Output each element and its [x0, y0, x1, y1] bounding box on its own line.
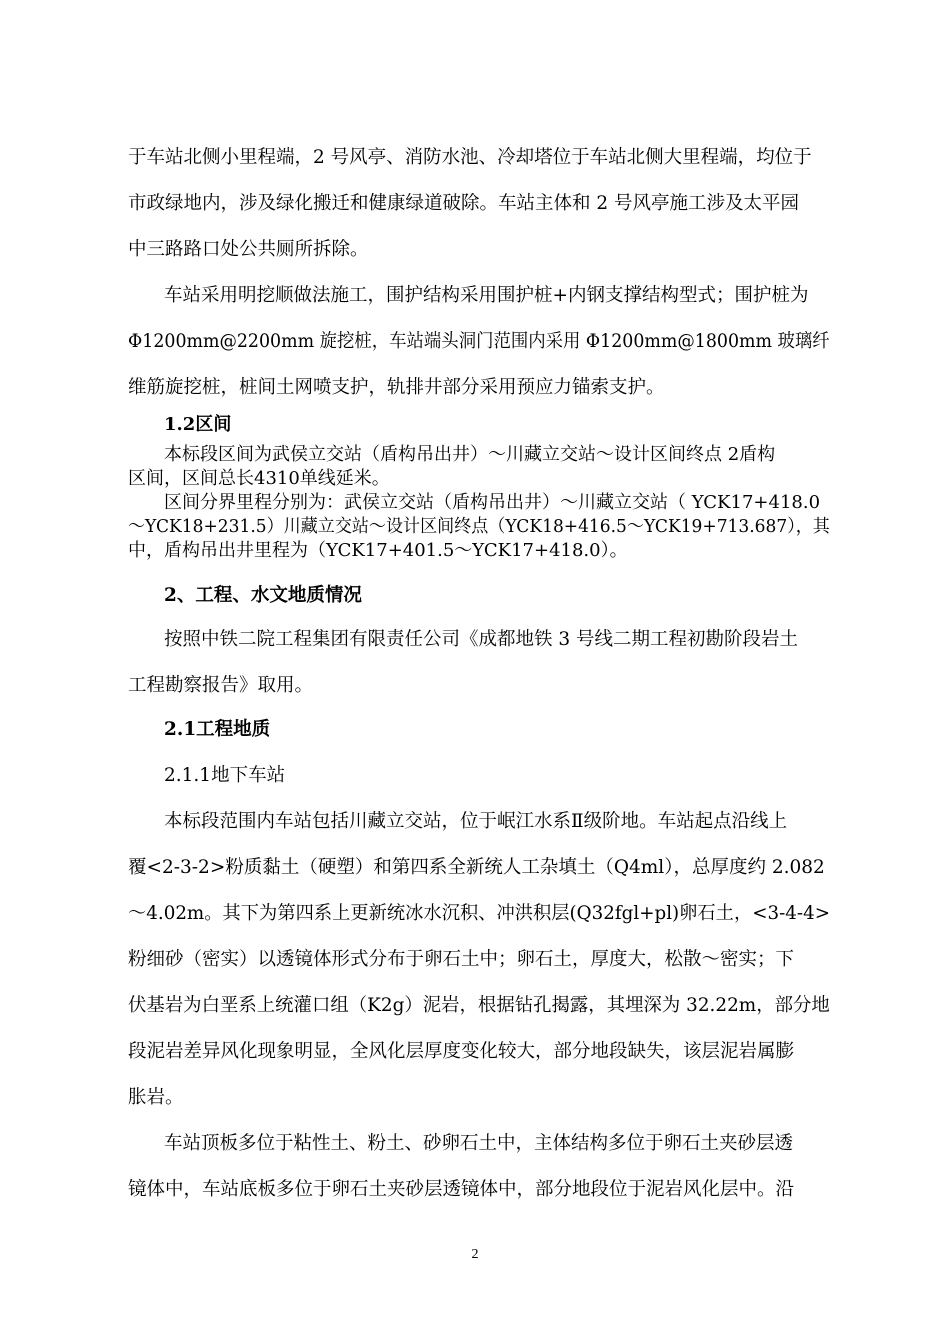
paragraph-line: 市政绿地内，涉及绿化搬迁和健康绿道破除。车站主体和 2 号风亭施工涉及太平园 [128, 193, 800, 214]
paragraph-line: ～YCK18+231.5）川藏立交站～设计区间终点（YCK18+416.5～YCK19+713.687），其 [128, 516, 830, 537]
section-heading-2: 2、工程、水文地质情况 [164, 585, 362, 606]
paragraph-line: 本标段区间为武侯立交站（盾构吊出井）～川藏立交站～设计区间终点 2盾构 [164, 444, 776, 465]
paragraph-line: 镜体中，车站底板多位于卵石土夹砂层透镜体中，部分地段位于泥岩风化层中。沿 [128, 1179, 795, 1200]
paragraph-line: 车站顶板多位于粘性土、粉土、砂卵石土中，主体结构多位于卵石土夹砂层透 [164, 1133, 794, 1154]
paragraph-line: 维筋旋挖桩，桩间土网喷支护，轨排井部分采用预应力锚索支护。 [128, 377, 665, 398]
paragraph-line: ～4.02m。其下为第四系上更新统冰水沉积、冲洪积层(Q32fgl+pl)卵石土，<3-4-4> [128, 903, 831, 924]
section-heading-2-1: 2.1工程地质 [164, 719, 271, 740]
paragraph-line: 车站采用明挖顺做法施工，围护结构采用围护桩+内钢支撑结构型式；围护桩为 [164, 285, 809, 306]
paragraph-line: 中，盾构吊出井里程为（YCK17+401.5～YCK17+418.0）。 [128, 540, 628, 561]
paragraph-line: 覆<2-3-2>粉质黏土（硬塑）和第四系全新统人工杂填土（Q4ml），总厚度约 2.082 [128, 857, 825, 878]
paragraph-line: 中三路路口处公共厕所拆除。 [128, 239, 369, 260]
section-heading-2-1-1: 2.1.1地下车站 [164, 765, 286, 786]
paragraph-line: Φ1200mm@2200mm 旋挖桩，车站端头洞门范围内采用 Φ1200mm@1800mm 玻璃纤 [128, 331, 830, 352]
paragraph-line: 伏基岩为白垩系上统灌口组（K2g）泥岩，根据钻孔揭露，其埋深为 32.22m，部分地 [128, 995, 830, 1016]
paragraph-line: 本标段范围内车站包括川藏立交站，位于岷江水系Ⅱ级阶地。车站起点沿线上 [164, 811, 788, 832]
page-number: 2 [471, 1247, 479, 1262]
paragraph-line: 按照中铁二院工程集团有限责任公司《成都地铁 3 号线二期工程初勘阶段岩土 [164, 629, 799, 650]
paragraph-line: 区间，区间总长4310单线延米。 [128, 468, 390, 489]
paragraph-line: 段泥岩差异风化现象明显，全风化层厚度变化较大，部分地段缺失，该层泥岩属膨 [128, 1041, 795, 1062]
paragraph-line: 工程勘察报告》取用。 [128, 675, 314, 696]
paragraph-line: 区间分界里程分别为：武侯立交站（盾构吊出井）～川藏立交站（ YCK17+418.0 [164, 492, 821, 513]
paragraph-line: 于车站北侧小里程端，2 号风亭、消防水池、冷却塔位于车站北侧大里程端，均位于 [128, 147, 812, 168]
section-heading-1-2: 1.2区间 [164, 414, 232, 435]
paragraph-line: 胀岩。 [128, 1087, 184, 1108]
paragraph-line: 粉细砂（密实）以透镜体形式分布于卵石土中；卵石土，厚度大，松散～密实；下 [128, 949, 795, 970]
